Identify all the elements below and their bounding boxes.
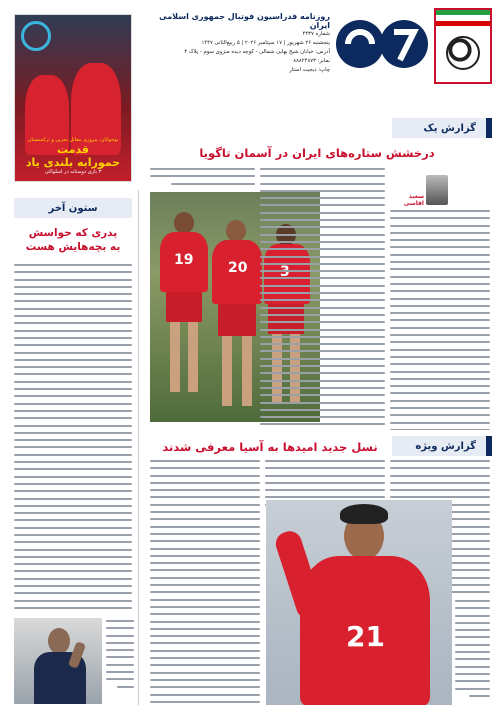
- cover-kicker: نوجوانان، پیروزی مقابل بحرین و ترکمنستان: [27, 137, 119, 143]
- section-bar: [486, 436, 492, 456]
- jersey-number: 19: [174, 252, 194, 268]
- phone: نمابر: ۸۸۸۲۴۸۷۳: [293, 58, 330, 64]
- column-text: [14, 264, 132, 614]
- iran-flag-icon: [436, 10, 490, 26]
- column-text: [106, 620, 134, 706]
- cover-thumbnail[interactable]: [14, 14, 132, 182]
- column-headline-line: به بچه‌هایش هست: [25, 241, 121, 253]
- jersey-number: 20: [228, 260, 248, 276]
- cover-logo-icon: [21, 21, 51, 51]
- issue-date: پنجشنبه ۲۶ شهریور | ۱۷ سپتامبر ۲۰۲۶ | ۵ ربیع‌الثانی ۱۴۴۷: [201, 40, 330, 46]
- column-headline-line: پدری که حواسش: [28, 227, 118, 239]
- section-header-report-one: [392, 118, 492, 138]
- section-bar: [486, 118, 492, 138]
- article-text-column: [150, 168, 255, 188]
- newspaper-logo: [334, 8, 430, 80]
- section-title: گزارش ویژه: [415, 440, 476, 452]
- printer: چاپ: دیجیت استار: [289, 67, 330, 73]
- cover-caption: [19, 137, 127, 175]
- masthead: [150, 8, 492, 86]
- issue-number: شماره ۴۴۳۷: [302, 31, 330, 37]
- special-headline: نسل جدید امید‌ها به آسیا معرفی شدند: [162, 440, 378, 454]
- address: آدرس: خیابان شیخ بهایی شمالی - کوچه دیده منزوی سوم - پلاک ۴: [184, 49, 330, 55]
- author-name: سعید اقاسی: [403, 193, 424, 207]
- column-divider: [138, 190, 139, 705]
- section-title: ستون آخر: [48, 202, 98, 214]
- author-byline: [400, 175, 448, 205]
- jersey-number: 21: [346, 620, 385, 653]
- player-photo: [266, 500, 452, 705]
- cover-headline: حمورابه بلندی یاد: [25, 156, 121, 169]
- federation-logo: [434, 8, 492, 84]
- section-header-special-report: [392, 436, 492, 456]
- article-text-column: [260, 168, 385, 428]
- column-headline: [14, 226, 132, 254]
- coach-photo: [14, 618, 102, 704]
- football-icon: [446, 36, 480, 70]
- article-text-column: [455, 600, 490, 705]
- main-headline: درخشش ستاره‌های ایران در آسمان تاگویا: [199, 146, 435, 160]
- article-text-column: [390, 210, 490, 430]
- section-title: گزارش یک: [423, 122, 476, 134]
- publication-name: روزنامه فدراسیون فوتبال جمهوری اسلامی ایران: [159, 12, 330, 30]
- cover-subtitle: ۳ بازی دوستانه در اسلواکی: [44, 169, 102, 175]
- publication-info: [150, 12, 330, 75]
- article-text-column: [150, 460, 260, 705]
- author-photo: [426, 175, 448, 205]
- cover-headline: قدمت: [56, 143, 89, 156]
- section-header-last-column: [14, 198, 132, 218]
